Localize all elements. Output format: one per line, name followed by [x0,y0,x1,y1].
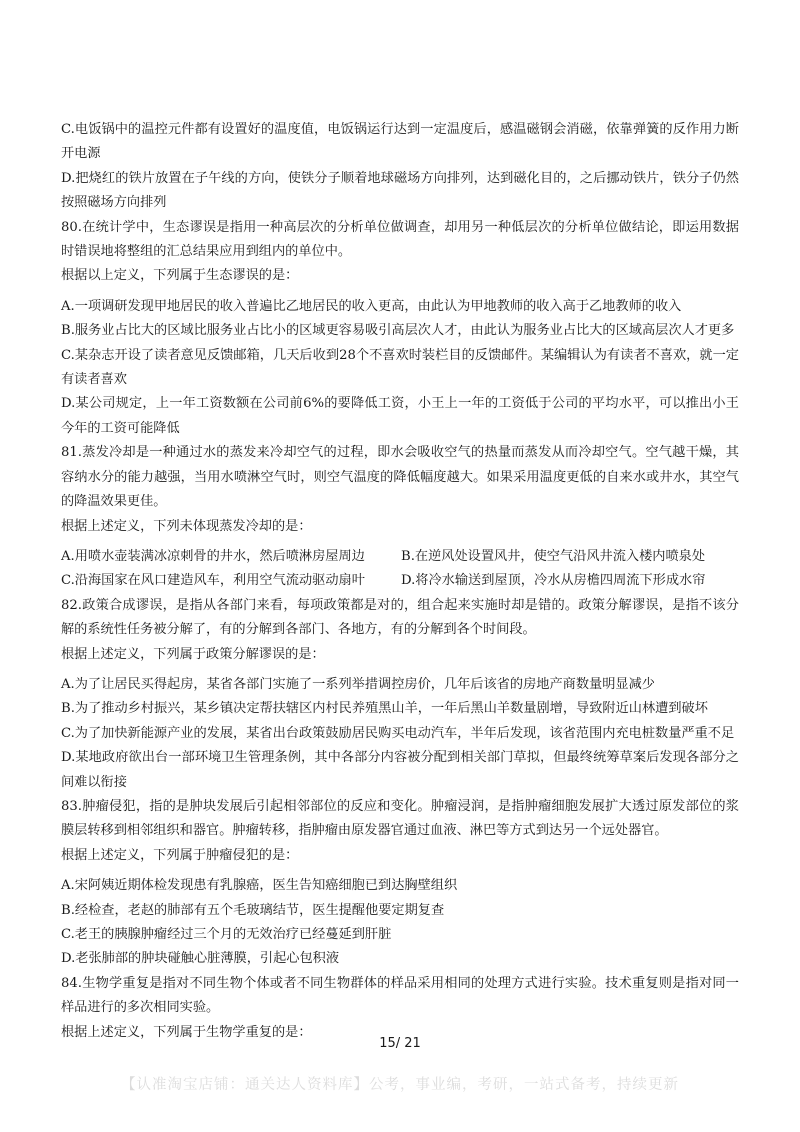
question-prompt: 根据上述定义，下列属于肿瘤侵犯的是： [61,847,299,863]
question-82 [61,594,739,795]
option-b: B.服务业占比大的区域比服务业占比小的区域更容易吸引高层次人才，由此认为服务业占比大的区域高层次人才更多 [61,323,735,339]
option-c: C.沿海国家在风口建造风车，利用空气流动驱动扇叶 [61,573,365,589]
question-prompt: 根据上述定义，下列属于生物学重复的是： [61,1024,312,1040]
question-stem: 83.肿瘤侵犯，指的是肿块发展后引起相邻部位的反应和变化。肿瘤浸润，是指肿瘤细胞发展扩大透过原发部位的浆膜层转移到相邻组织和器官。肿瘤转移，指肿瘤由原发器官通过血液、淋巴等方式到达另一个远处器官。 [61,798,739,839]
option-b: B.经检查，老赵的肺部有五个毛玻璃结节，医生提醒他要定期复查 [61,902,445,918]
option-a: A.用喷水壶装满冰凉刺骨的井水，然后喷淋房屋周边 [61,548,365,564]
option-d: D.某公司规定，上一年工资数额在公司前6%的要降低工资，小王上一年的工资低于公司的平均水平，可以推出小王今年的工资可能降低 [61,396,739,436]
question-prompt: 根据上述定义，下列属于政策分解谬误的是： [61,646,325,662]
question-prompt: 根据以上定义，下列属于生态谬误的是： [61,268,299,284]
option-d: D.把烧红的铁片放置在子午线的方向，使铁分子顺着地球磁场方向排列，达到磁化目的，之后挪动铁片，铁分子仍然按照磁场方向排列 [61,170,739,211]
option-c: C.为了加快新能源产业的发展，某省出台政策鼓励居民购买电动汽车，半年后发现，该省范围内充电桩数量严重不足 [61,725,735,741]
question-stem: 82.政策合成谬误，是指从各部门来看，每项政策都是对的，组合起来实施时却是错的。政策分解谬误，是指不该分解的系统性任务被分解了，有的分解到各部门、各地方，有的分解到各个时间段。 [61,597,739,638]
option-d: D.将冷水输送到屋顶，冷水从房檐四周流下形成水帘 [401,573,706,589]
option-a: A.一项调研发现甲地居民的收入普遍比乙地居民的收入更高，由此认为甲地教师的收入高于乙地教师的收入 [61,298,682,314]
page-number: 15/ 21 [379,1036,421,1051]
question-80 [61,216,739,442]
option-b: B.在逆风处设置风井，使空气沿风井流入楼内喷泉处 [401,548,706,564]
question-83 [61,795,739,972]
option-c: C.电饭锅中的温控元件都有设置好的温度值，电饭锅运行达到一定温度后，感温磁钢会消磁，依靠弹簧的反作用力断开电源 [61,122,739,162]
page-content [61,118,739,1045]
question-prompt: 根据上述定义，下列未体现蒸发冷却的是： [61,518,312,534]
option-a: A.为了让居民买得起房，某省各部门实施了一系列举措调控房价，几年后该省的房地产商数量明显减少 [61,676,655,692]
question-stem: 81.蒸发冷却是一种通过水的蒸发来冷却空气的过程，即水会吸收空气的热量而蒸发从而冷却空气。空气越干燥，其容纳水分的能力越强，当用水喷淋空气时，则空气温度的降低幅度越大。如果采用温度更低的自来水或井水，其空气的降温效果更佳。 [61,445,739,510]
footer-watermark-text: 【认准淘宝店铺：通关达人资料库】公考，事业编，考研，一站式备考，持续更新 [121,1077,679,1093]
question-stem: 84.生物学重复是指对不同生物个体或者不同生物群体的样品采用相同的处理方式进行实验。技术重复则是指对同一样品进行的多次相同实验。 [61,975,739,1016]
question-84 [61,972,739,1045]
options-row [61,569,739,593]
option-d: D.某地政府欲出台一部环境卫生管理条例，其中各部分内容被分配到相关部门草拟，但最终统筹草案后发现各部分之间难以衔接 [61,750,739,790]
option-c: C.某杂志开设了读者意见反馈邮箱，几天后收到28个不喜欢时装栏目的反馈邮件。某编辑认为有读者不喜欢，就一定有读者喜欢 [61,347,739,388]
option-b: B.为了推动乡村振兴，某乡镇决定帮扶辖区内村民养殖黑山羊，一年后黑山羊数量剧增，导致附近山林遭到破坏 [61,701,708,717]
option-d: D.老张肺部的肿块碰触心脏薄膜，引起心包积液 [61,951,340,967]
prev-question-options [61,118,739,216]
question-81 [61,441,739,593]
question-stem: 80.在统计学中，生态谬误是指用一种高层次的分析单位做调查，却用另一种低层次的分析单位做结论，即运用数据时错误地将整组的汇总结果应用到组内的单位中。 [61,219,739,260]
option-a: A.宋阿姨近期体检发现患有乳腺癌，医生告知癌细胞已到达胸壁组织 [61,878,458,894]
options-row [61,545,739,569]
option-c: C.老王的胰腺肿瘤经过三个月的无效治疗已经蔓延到肝脏 [61,927,392,942]
